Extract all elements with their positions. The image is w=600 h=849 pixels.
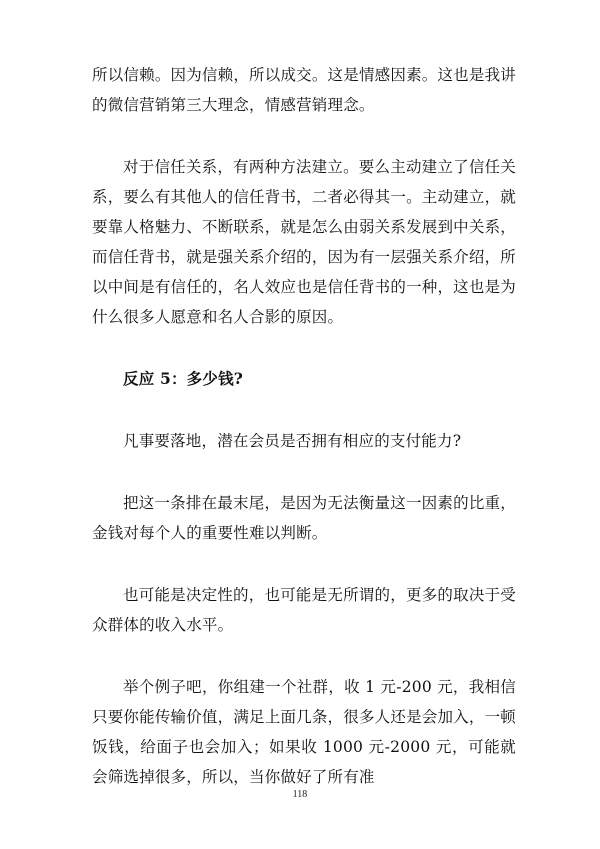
paragraph-payment-ability: 凡事要落地，潜在会员是否拥有相应的支付能力? — [123, 432, 462, 450]
page-number: 118 — [292, 789, 308, 800]
paragraph-trust-relationship: 对于信任关系，有两种方法建立。要么主动建立了信任关系，要么有其他人的信任背书，二者必得其一。主动建立，就要靠人格魅力、不断联系，就是怎么由弱关系发展到中关系，而信任背书，就是强关系介绍的，因为有一层强关系介绍，所以中间是有信任的，名人效应也是信任背书的一种，这也是为什么很多人愿意和名人合影的原因。 — [92, 158, 516, 326]
paragraph-example: 举个例子吧，你组建一个社群，收 1 元-200 元，我相信只要你能传输价值，满足上面几条，很多人还是会加入，一顿饭钱，给面子也会加入；如果收 1000 元-2000 元，可能就会筛选掉很多，所以，当你做好了所有准 — [92, 678, 516, 786]
section-heading: 反应 5：多少钱? — [123, 369, 244, 388]
paragraph-continuation: 所以信赖。因为信赖，所以成交。这是情感因素。这也是我讲的微信营销第三大理念，情感营销理念。 — [92, 66, 516, 114]
paragraph-income-level: 也可能是决定性的，也可能是无所谓的，更多的取决于受众群体的收入水平。 — [92, 586, 516, 634]
paragraph-ranking-reason: 把这一条排在最末尾，是因为无法衡量这一因素的比重，金钱对每个人的重要性难以判断。 — [92, 494, 516, 542]
page-body — [92, 60, 516, 792]
